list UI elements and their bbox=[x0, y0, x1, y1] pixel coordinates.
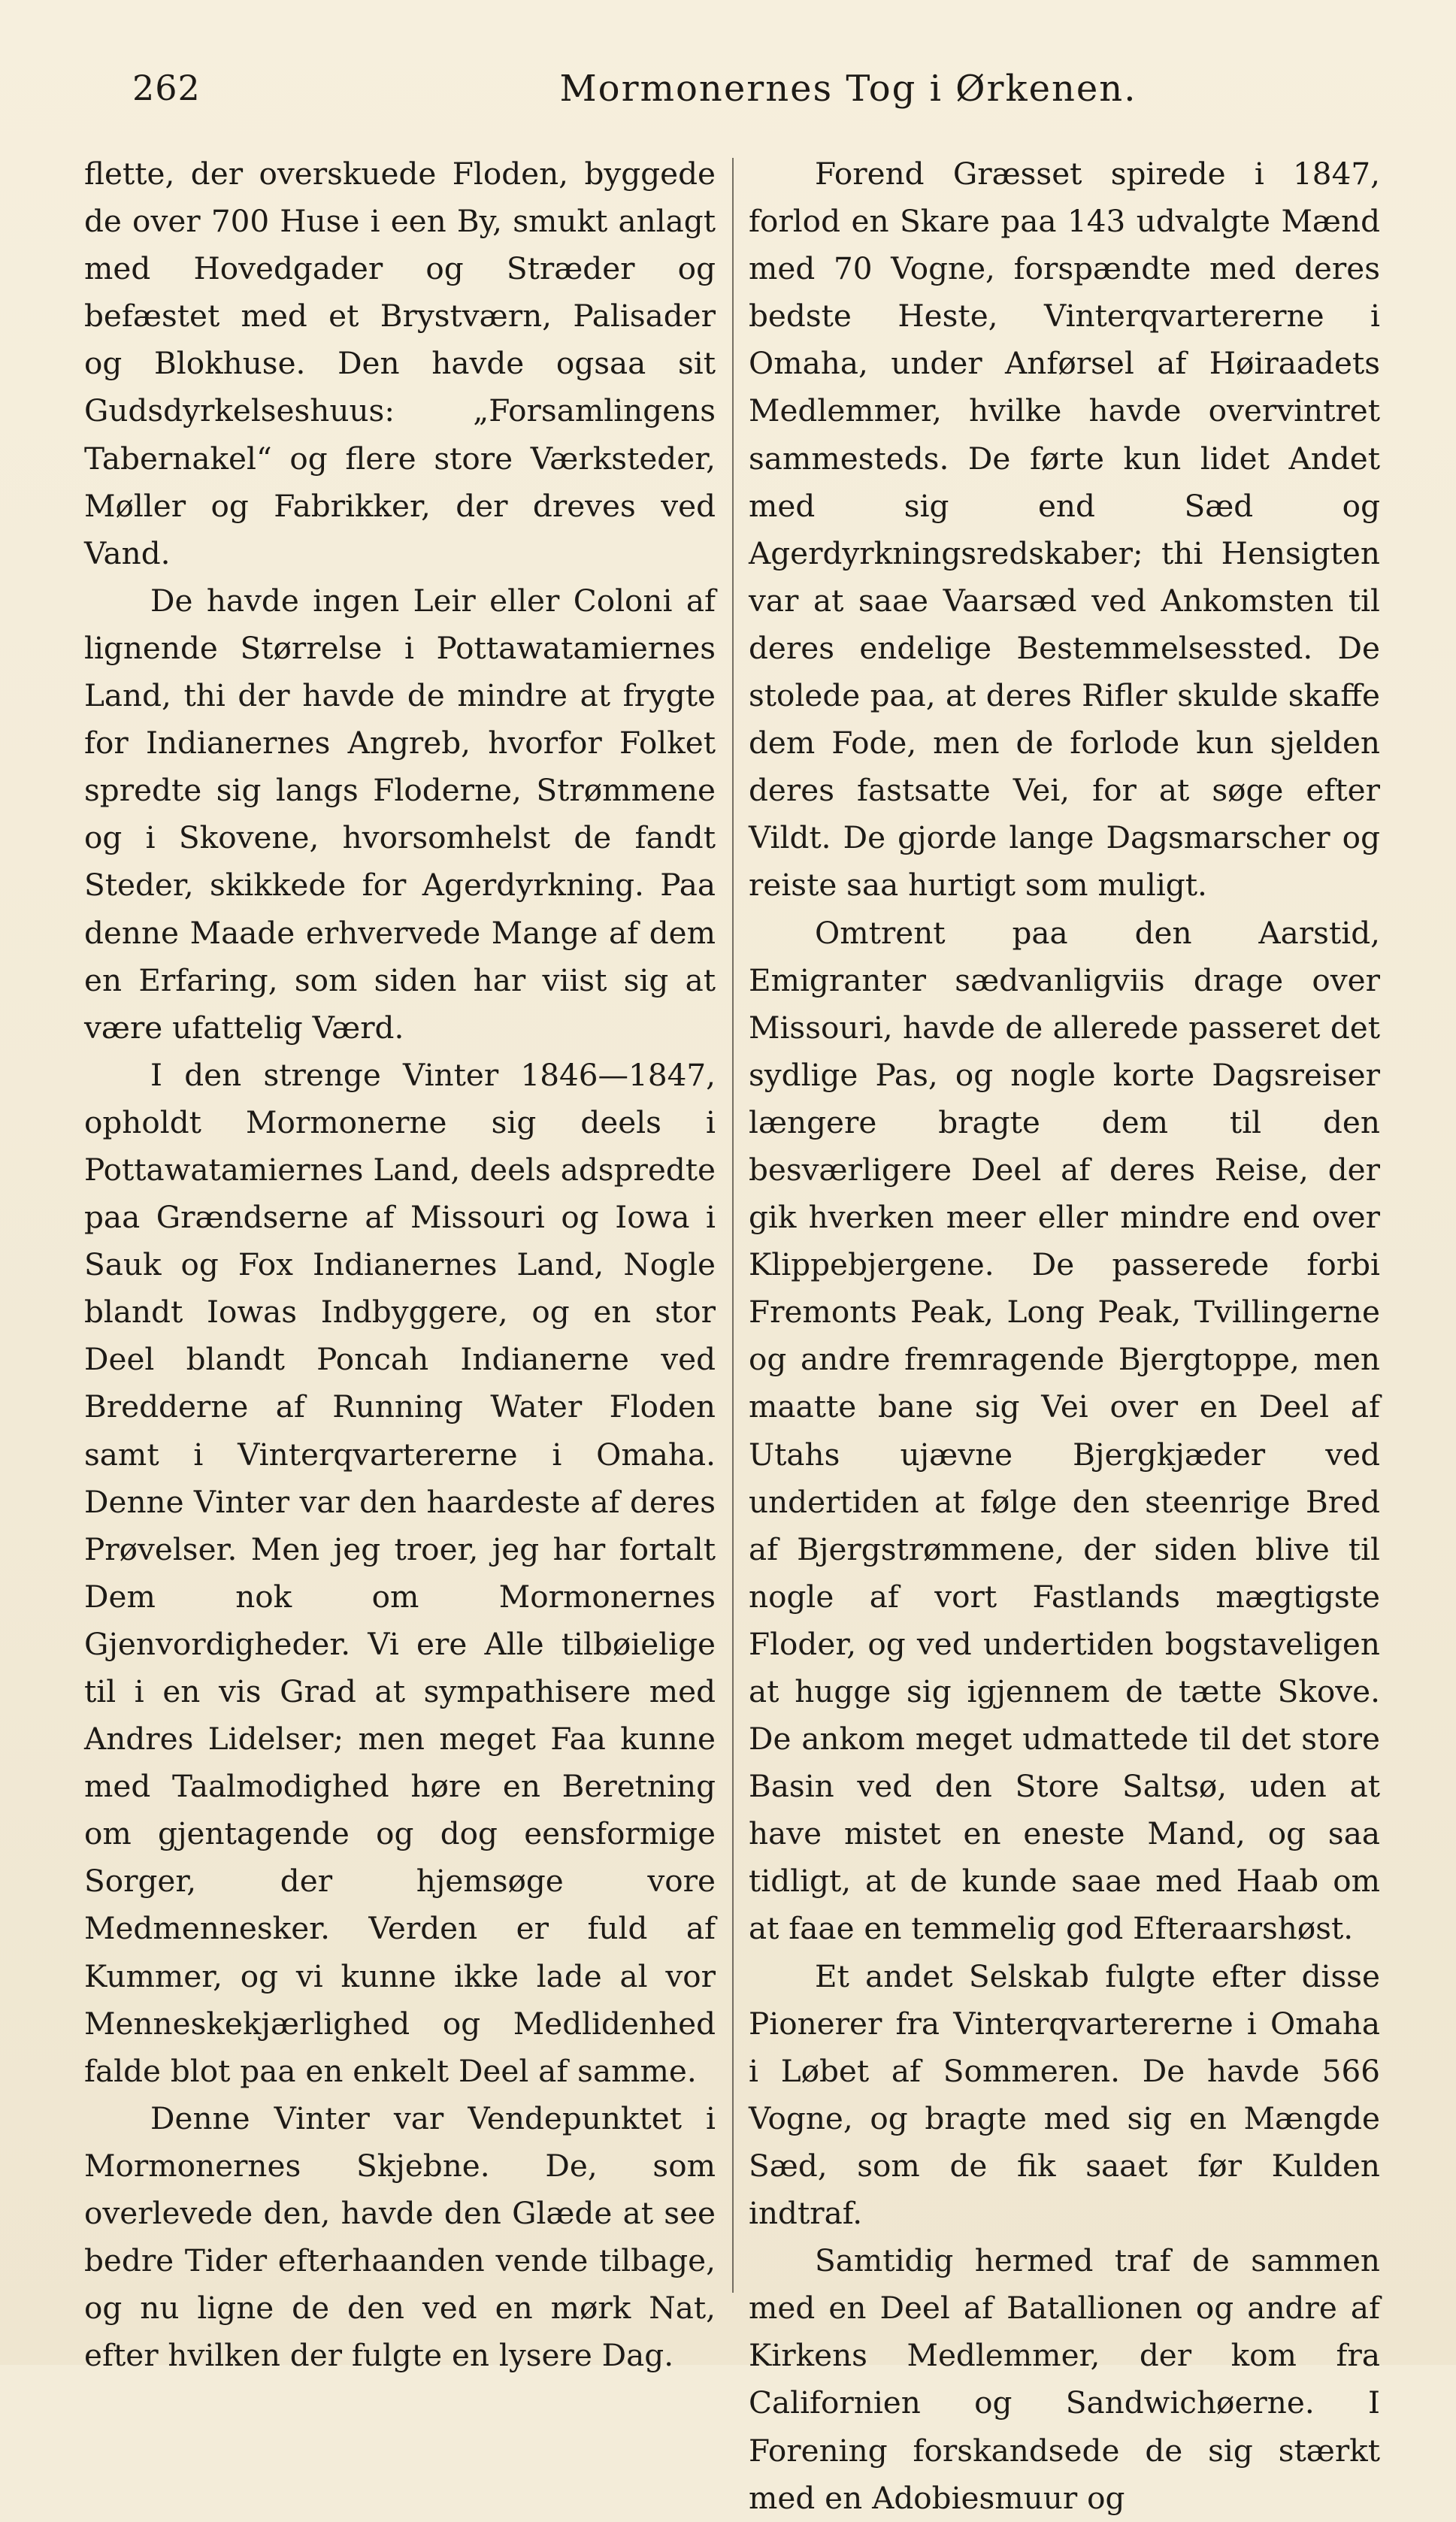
running-title: Mormonernes Tog i Ørkenen. bbox=[559, 68, 1137, 110]
column-divider bbox=[732, 158, 734, 2293]
paragraph: De havde ingen Leir eller Coloni af lignende Størrelse i Pottawatamiernes Land, thi der havde de mindre at frygte for Indianernes Angreb, hvorfor Folket spredte sig langs Floderne, Strømmene og i Skovene, hvorsomhelst de fandt Steder, skikkede for Agerdyrkning. Paa denne Maade erhvervede Mange af dem en Erfaring, som siden har viist sig at være ufattelig Værd. bbox=[84, 582, 716, 1046]
paragraph: Samtidig hermed traf de sammen med en Deel af Batallionen og andre af Kirkens Medlemmer, der kom fra Californien og Sandwichøerne. I Forening forskandsede de sig stærkt med en Adobiesmuur og bbox=[749, 2242, 1380, 2516]
text-columns bbox=[84, 150, 1380, 2516]
left-column bbox=[84, 150, 716, 2379]
page-number: 262 bbox=[132, 68, 201, 108]
paragraph: Denne Vinter var Vendepunktet i Mormonernes Skjebne. De, som overlevede den, havde den Glæde at see bedre Tider efterhaanden vende tilbage, og nu ligne de den ved en mørk Nat, efter hvilken der fulgte en lysere Dag. bbox=[84, 2100, 716, 2374]
paragraph: flette, der overskuede Floden, byggede de over 700 Huse i een By, smukt anlagt med Hovedgader og Stræder og befæstet med et Brystværn, Palisader og Blokhuse. Den havde ogsaa sit Gudsdyrkelseshuus: „Forsamlingens Tabernakel“ og flere store Værksteder, Møller og Fabrikker, der dreves ved Vand. bbox=[84, 156, 716, 571]
paragraph: Et andet Selskab fulgte efter disse Pionerer fra Vinterqvartererne i Omaha i Løbet af Sommeren. De havde 566 Vogne, og bragte med sig en Mængde Sæd, som de fik saaet før Kulden indtraf. bbox=[749, 1957, 1380, 2232]
page-header bbox=[84, 68, 1372, 120]
paragraph: I den strenge Vinter 1846—1847, opholdt Mormonerne sig deels i Pottawatamiernes Land, deels adspredte paa Grændserne af Missouri og Iowa i Sauk og Fox Indianernes Land, Nogle blandt Iowas Indbyggere, og en stor Deel blandt Poncah Indianerne ved Bredderne af Running Water Floden samt i Vinterqvartererne i Omaha. Denne Vinter var den haardeste af deres Prøvelser. Men jeg troer, jeg har fortalt Dem nok om Mormonernes Gjenvordigheder. Vi ere Alle tilbøielige til i en vis Grad at sympathisere med Andres Lidelser; men meget Faa kunne med Taalmodighed høre en Beretning om gjentagende og dog eensformige Sorger, der hjemsøge vore Medmennesker. Verden er fuld af Kummer, og vi kunne ikke lade al vor Menneskekjærlighed og Medlidenhed falde blot paa en enkelt Deel af samme. bbox=[84, 1056, 716, 2089]
paragraph: Forend Græsset spirede i 1847, forlod en Skare paa 143 udvalgte Mænd med 70 Vogne, forspændte med deres bedste Heste, Vinterqvartererne i Omaha, under Anførsel af Høiraadets Medlemmer, hvilke havde overvintret sammesteds. De førte kun lidet Andet med sig end Sæd og Agerdyrkningsredskaber; thi Hensigten var at saae Vaarsæd ved Ankomsten til deres endelige Bestemmelsessted. De stolede paa, at deres Rifler skulde skaffe dem Fode, men de forlode kun sjelden deres fastsatte Vei, for at søge efter Vildt. De gjorde lange Dagsmarscher og reiste saa hurtigt som muligt. bbox=[749, 156, 1380, 904]
paragraph: Omtrent paa den Aarstid, Emigranter sædvanligviis drage over Missouri, havde de allerede passeret det sydlige Pas, og nogle korte Dagsreiser længere bragte dem til den besværligere Deel af deres Reise, der gik hverken meer eller mindre end over Klippebjergene. De passerede forbi Fremonts Peak, Long Peak, Tvillingerne og andre fremragende Bjergtoppe, men maatte bane sig Vei over en Deel af Utahs ujævne Bjergkjæder ved undertiden at følge den steenrige Bred af Bjergstrømmene, der siden blive til nogle af vort Fastlands mægtigste Floder, og ved undertiden bogstaveligen at hugge sig igjennem de tætte Skove. De ankom meget udmattede til det store Basin ved den Store Saltsø, uden at have mistet en eneste Mand, og saa tidligt, at de kunde saae med Haab om at faae en temmelig god Efteraarshøst. bbox=[749, 914, 1380, 1947]
right-column bbox=[749, 150, 1380, 2522]
